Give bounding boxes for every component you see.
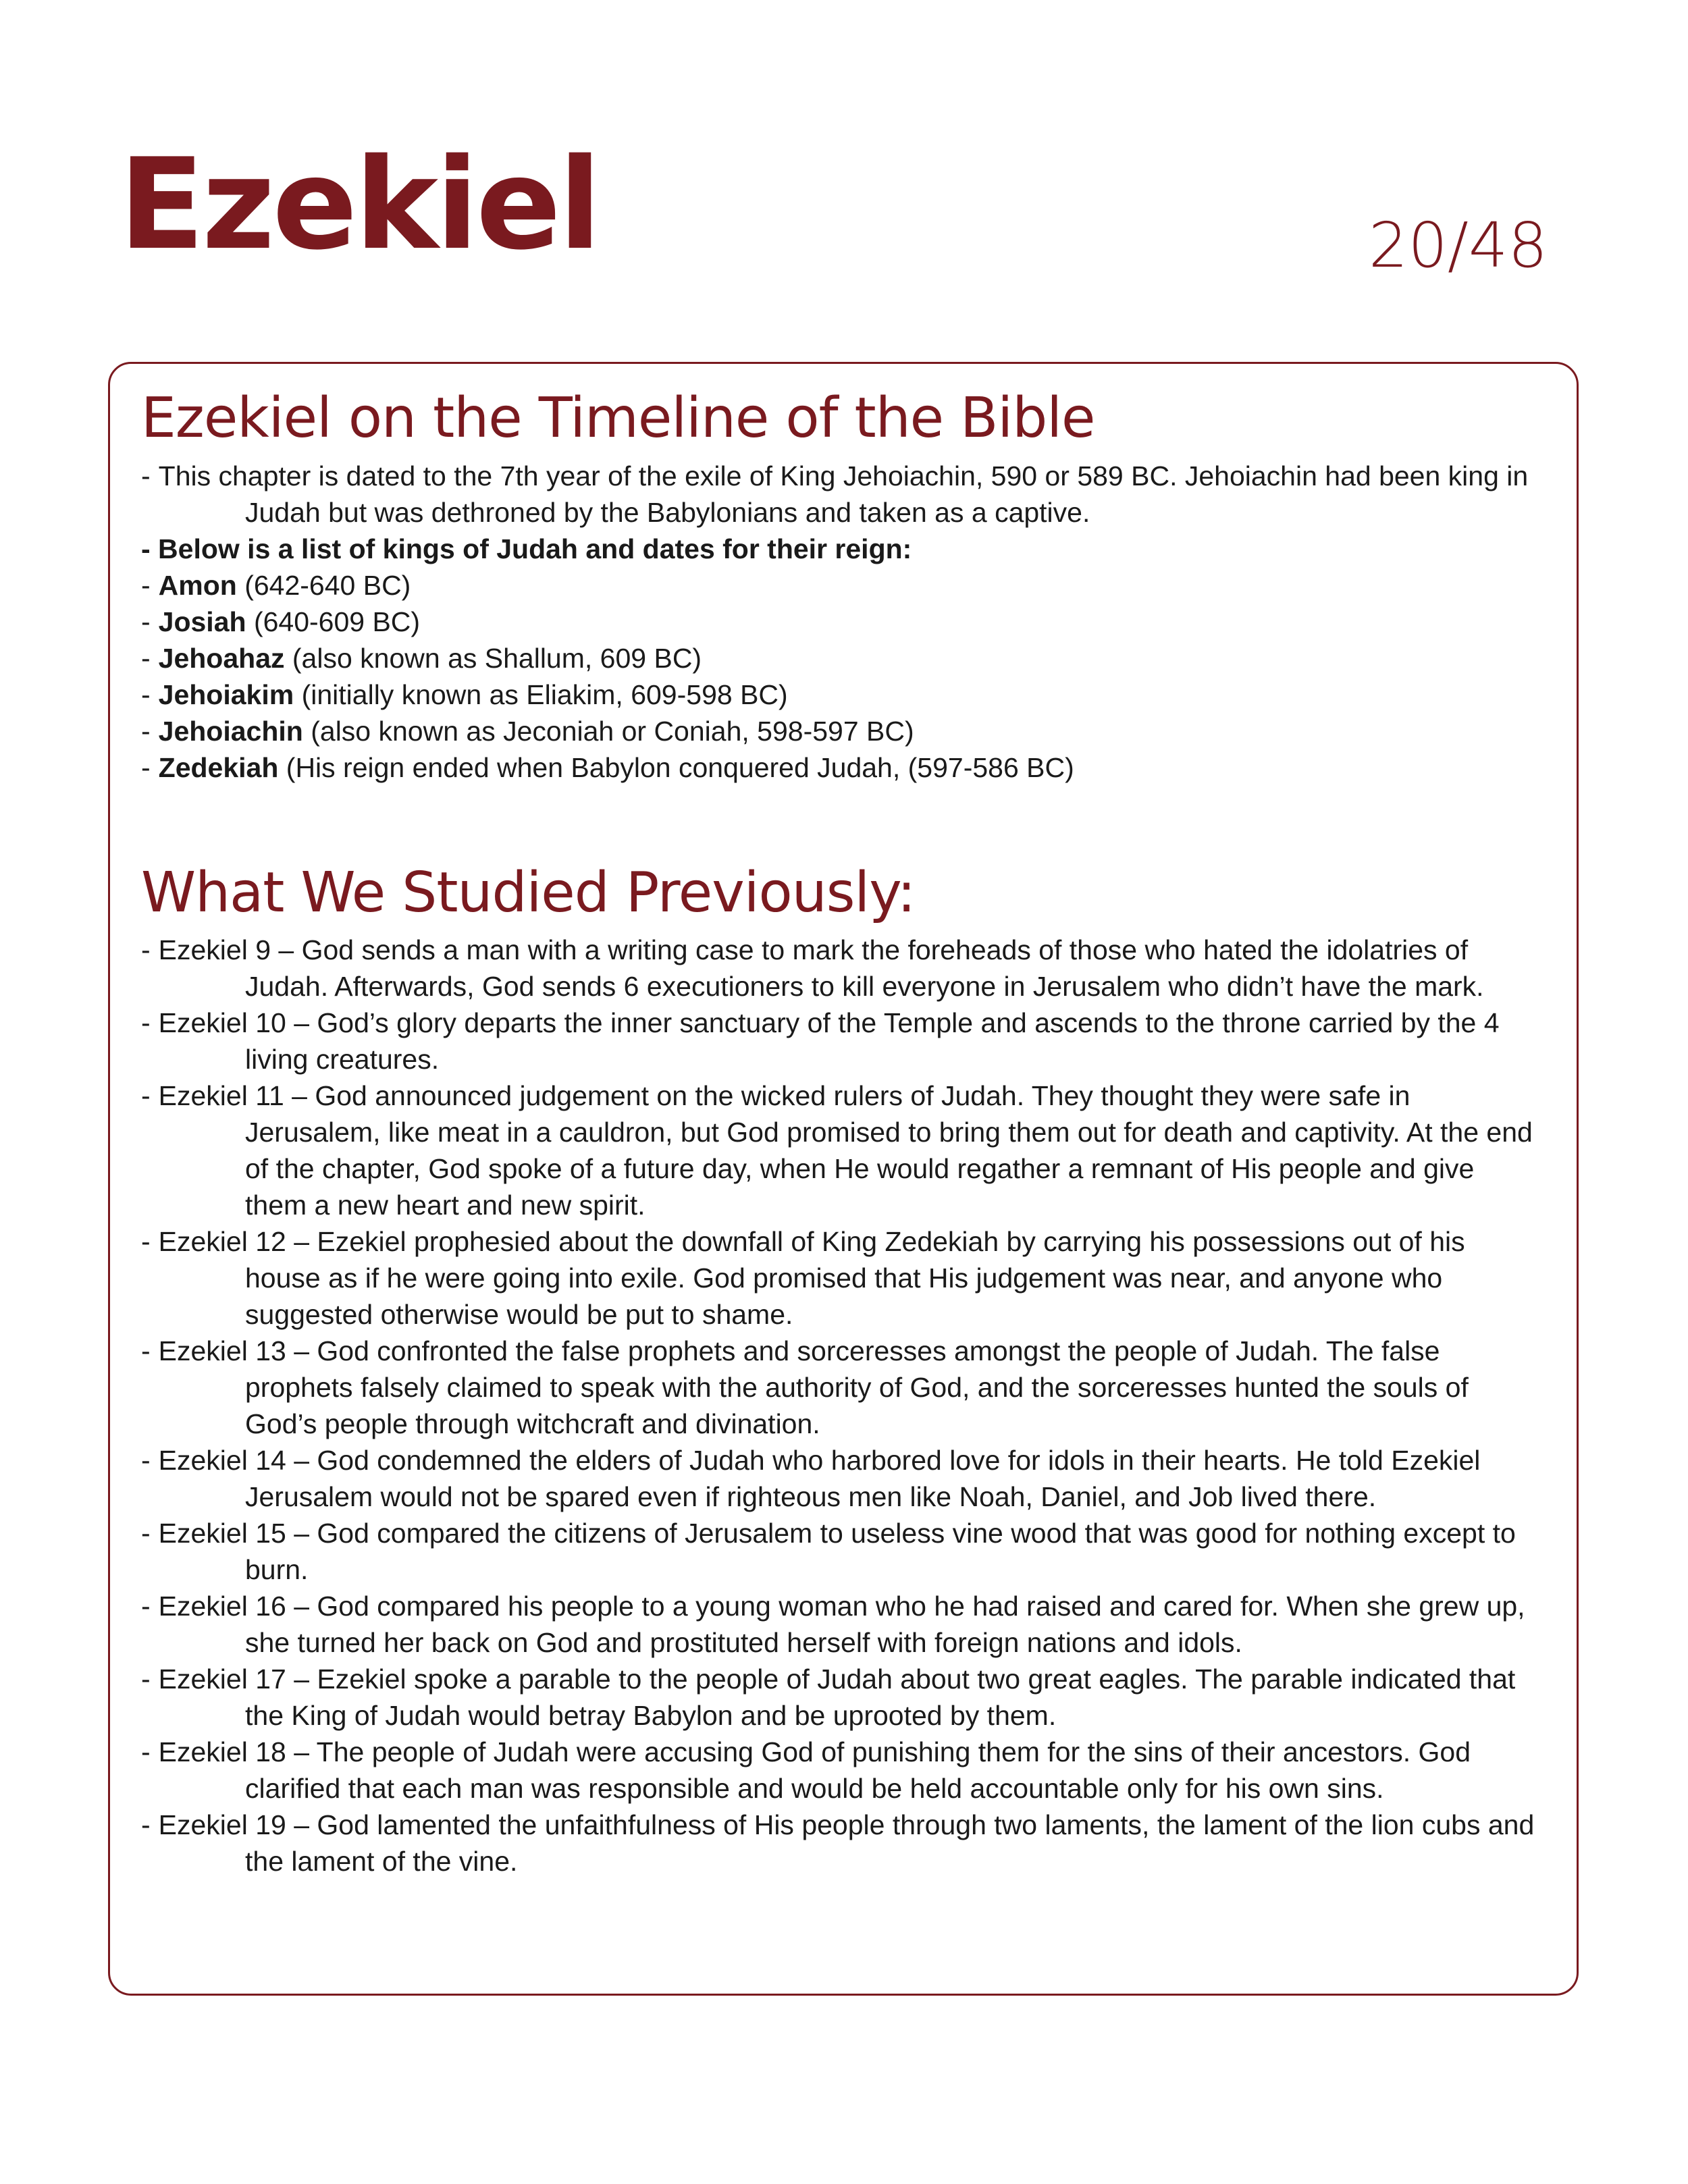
list-item-text: Ezekiel 15 – God compared the citizens of Jerusalem to useless vine wood that was good for nothing except to burn. xyxy=(158,1518,1516,1585)
page-title: Ezekiel xyxy=(119,131,599,277)
content-card xyxy=(108,362,1579,1996)
king-detail: (also known as Shallum, 609 BC) xyxy=(292,642,702,674)
list-item: - Ezekiel 15 – God compared the citizens of Jerusalem to useless vine wood that was good for nothing except to burn. xyxy=(141,1518,1516,1585)
kings-list-intro: - Below is a list of kings of Judah and dates for their reign: xyxy=(141,533,912,564)
timeline-intro: - This chapter is dated to the 7th year of the exile of King Jehoiachin, 590 or 589 BC. Jehoiachin had been king in Judah but was dethroned by the Babylonians and taken as a captive. xyxy=(141,460,1529,528)
list-item-text: Ezekiel 18 – The people of Judah were accusing God of punishing them for the sins of their ancestors. God clarified that each man was responsible and would be held accountable only for his own sins. xyxy=(158,1736,1471,1804)
list-item: - Ezekiel 12 – Ezekiel prophesied about the downfall of King Zedekiah by carrying his possessions out of his house as if he were going into exile. God promised that His judgement was near, and anyone who suggested otherwise would be put to shame. xyxy=(141,1226,1465,1330)
list-item-text: Ezekiel 12 – Ezekiel prophesied about the downfall of King Zedekiah by carrying his possessions out of his house as if he were going into exile. God promised that His judgement was near, and anyone who suggested otherwise would be put to shame. xyxy=(158,1226,1465,1330)
king-item: - Zedekiah (His reign ended when Babylon conquered Judah, (597-586 BC) xyxy=(141,751,1074,783)
king-name: Amon xyxy=(158,569,237,601)
king-name: Jehoiakim xyxy=(158,678,294,710)
king-name: Jehoiachin xyxy=(158,715,303,747)
list-item-text: Ezekiel 16 – God compared his people to a young woman who he had raised and cared for. When she grew up, she turned her back on God and prostituted herself with foreign nations and idols. xyxy=(158,1591,1525,1658)
list-item: - Ezekiel 13 – God confronted the false prophets and sorceresses amongst the people of Judah. The false prophets falsely claimed to speak with the authority of God, and the sorceresses hunted the souls of God’s people through witchcraft and divination. xyxy=(141,1335,1469,1439)
list-item-text: Ezekiel 19 – God lamented the unfaithfulness of His people through two laments, the lament of the lion cubs and the lament of the vine. xyxy=(158,1809,1535,1877)
king-item: - Jehoiakim (initially known as Eliakim, 609-598 BC) xyxy=(141,678,788,710)
previous-list xyxy=(141,932,1536,1880)
list-item: - Ezekiel 10 – God’s glory departs the inner sanctuary of the Temple and ascends to the throne carried by the 4 living creatures. xyxy=(141,1007,1500,1075)
king-item: - Josiah (640-609 BC) xyxy=(141,606,421,637)
king-item: - Amon (642-640 BC) xyxy=(141,569,411,601)
timeline-heading: Ezekiel on the Timeline of the Bible xyxy=(141,386,1095,450)
king-detail: (His reign ended when Babylon conquered Judah, (597-586 BC) xyxy=(286,751,1074,783)
king-item: - Jehoiachin (also known as Jeconiah or Coniah, 598-597 BC) xyxy=(141,715,914,747)
list-item: - Ezekiel 17 – Ezekiel spoke a parable to the people of Judah about two great eagles. The parable indicated that the King of Judah would betray Babylon and be uprooted by them. xyxy=(141,1663,1516,1731)
king-name: Josiah xyxy=(158,606,246,637)
list-item: - Ezekiel 18 – The people of Judah were accusing God of punishing them for the sins of their ancestors. God clarified that each man was responsible and would be held accountable only for his own sins. xyxy=(141,1736,1471,1804)
timeline-list xyxy=(141,458,1536,786)
list-item: - Ezekiel 14 – God condemned the elders of Judah who harbored love for idols in their hearts. He told Ezekiel Jerusalem would not be spared even if righteous men like Noah, Daniel, and Job lived there. xyxy=(141,1445,1481,1512)
list-item: - Ezekiel 9 – God sends a man with a writing case to mark the foreheads of those who hated the idolatries of Judah. Afterwards, God sends 6 executioners to kill everyone in Jerusalem who didn’t have the mark. xyxy=(141,934,1484,1002)
king-name: Zedekiah xyxy=(158,751,279,783)
king-detail: (640-609 BC) xyxy=(253,606,421,637)
list-item-text: Ezekiel 13 – God confronted the false prophets and sorceresses amongst the people of Judah. The false prophets falsely claimed to speak with the authority of God, and the sorceresses hunted the souls of God’s people through witchcraft and divination. xyxy=(158,1335,1469,1439)
king-item: - Jehoahaz (also known as Shallum, 609 BC) xyxy=(141,642,702,674)
king-detail: (initially known as Eliakim, 609-598 BC) xyxy=(301,678,788,710)
list-item-text: Ezekiel 10 – God’s glory departs the inner sanctuary of the Temple and ascends to the throne carried by the 4 living creatures. xyxy=(158,1007,1500,1075)
list-item-text: Ezekiel 14 – God condemned the elders of Judah who harbored love for idols in their hearts. He told Ezekiel Jerusalem would not be spared even if righteous men like Noah, Daniel, and Job lived there. xyxy=(158,1445,1481,1512)
list-item: - Ezekiel 11 – God announced judgement on the wicked rulers of Judah. They thought they were safe in Jerusalem, like meat in a cauldron, but God promised to bring them out for death and captivity. At the end of the chapter, God spoke of a future day, when He would regather a remnant of His people and give them a new heart and new spirit. xyxy=(141,1080,1533,1221)
timeline-intro-text: This chapter is dated to the 7th year of the exile of King Jehoiachin, 590 or 589 BC. Jehoiachin had been king in Judah but was dethroned by the Babylonians and taken as a captive. xyxy=(158,460,1529,528)
page-number: 20/48 xyxy=(1368,209,1548,282)
previous-heading: What We Studied Previously: xyxy=(141,860,916,925)
list-item: - Ezekiel 16 – God compared his people to a young woman who he had raised and cared for. When she grew up, she turned her back on God and prostituted herself with foreign nations and idols. xyxy=(141,1591,1525,1658)
list-item-text: Ezekiel 17 – Ezekiel spoke a parable to the people of Judah about two great eagles. The parable indicated that the King of Judah would betray Babylon and be uprooted by them. xyxy=(158,1663,1516,1731)
list-item-text: Ezekiel 11 – God announced judgement on the wicked rulers of Judah. They thought they were safe in Jerusalem, like meat in a cauldron, but God promised to bring them out for death and captivity. At the end of the chapter, God spoke of a future day, when He would regather a remnant of His people and give them a new heart and new spirit. xyxy=(158,1080,1533,1221)
king-name: Jehoahaz xyxy=(158,642,285,674)
list-item-text: Ezekiel 9 – God sends a man with a writing case to mark the foreheads of those who hated the idolatries of Judah. Afterwards, God sends 6 executioners to kill everyone in Jerusalem who didn’t have the mark. xyxy=(158,934,1484,1002)
list-item: - Ezekiel 19 – God lamented the unfaithfulness of His people through two laments, the lament of the lion cubs and the lament of the vine. xyxy=(141,1809,1535,1877)
king-detail: (also known as Jeconiah or Coniah, 598-597 BC) xyxy=(311,715,914,747)
king-detail: (642-640 BC) xyxy=(244,569,411,601)
